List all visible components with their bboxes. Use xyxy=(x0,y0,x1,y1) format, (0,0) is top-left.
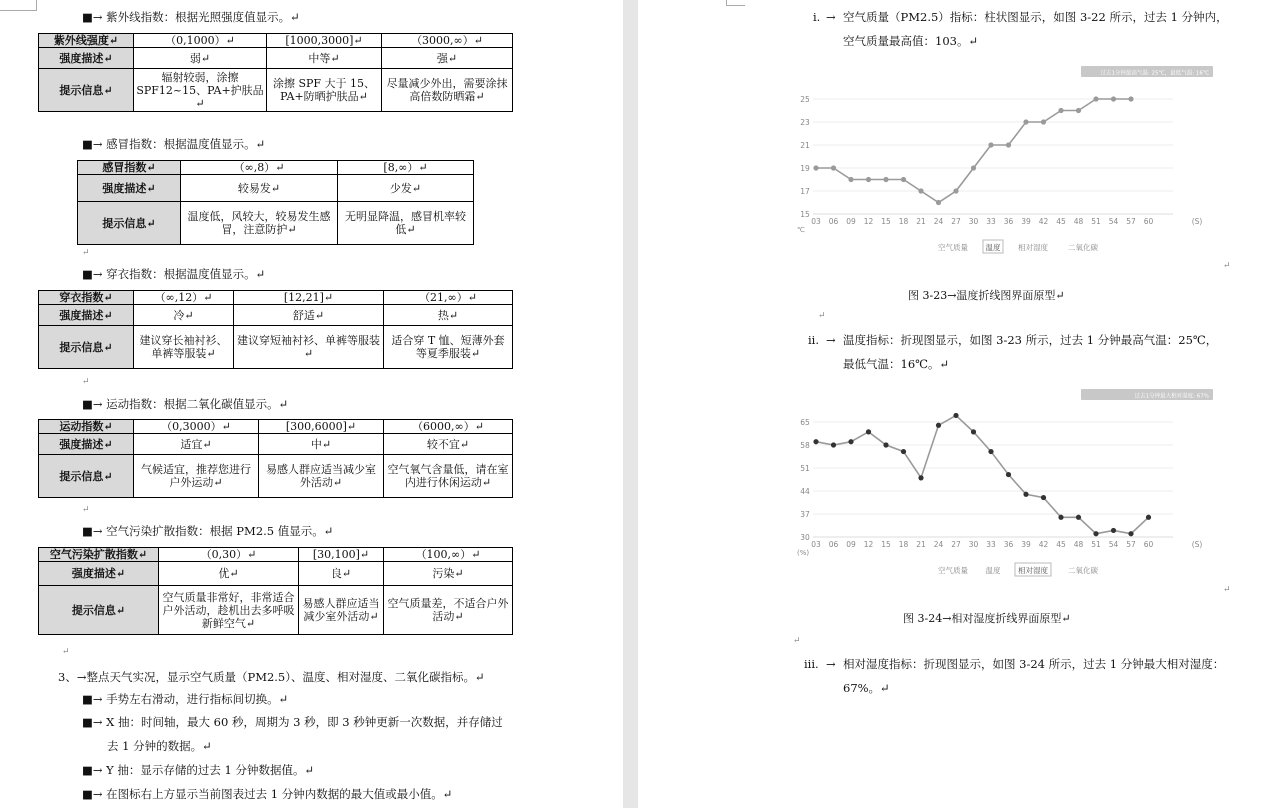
data-point xyxy=(866,177,871,182)
table-cell: 强度描述↵ xyxy=(39,562,159,586)
figure-caption-3-23: 图 3-23→温度折线图界面原型↵ xyxy=(908,289,1065,302)
table-cell: 中↵ xyxy=(259,434,384,455)
table-cell: 少发↵ xyxy=(338,175,474,202)
paragraph-mark: ↵ xyxy=(82,248,90,258)
x-tick-label: 45 xyxy=(1056,217,1066,226)
data-point xyxy=(1146,515,1151,520)
cold-index-table xyxy=(77,160,474,245)
table-cell: 建议穿短袖衬衫、单裤等服装↵ xyxy=(234,326,384,369)
paragraph-mark: ↵ xyxy=(1223,261,1231,271)
data-point xyxy=(848,177,853,182)
x-tick-label: 30 xyxy=(968,540,979,549)
max-min-badge-text: 过去1分钟最高气温: 25℃，最低气温: 16℃ xyxy=(1100,70,1209,77)
table-cell: 舒适↵ xyxy=(234,305,384,326)
data-point xyxy=(1058,108,1063,113)
bullet-pollution: ■→ 空气污染扩散指数：根据 PM2.5 值显示。↵ xyxy=(82,524,334,538)
x-tick-label: 09 xyxy=(846,217,856,226)
data-point xyxy=(1006,142,1011,147)
data-point xyxy=(813,439,818,444)
x-tick-label: 24 xyxy=(933,540,944,549)
bullet-uv: ■→ 紫外线指数：根据光照强度值显示。↵ xyxy=(82,10,300,24)
table-cell: 适合穿 T 恤、短薄外套等夏季服装↵ xyxy=(384,326,513,369)
data-point xyxy=(1111,528,1116,533)
bullet-x-axis-cont: 去 1 分钟的数据。↵ xyxy=(107,739,212,753)
x-tick-label: 57 xyxy=(1126,540,1136,549)
x-tick-label: 03 xyxy=(811,540,821,549)
data-point xyxy=(918,188,923,193)
paragraph-mark: ↵ xyxy=(818,311,826,321)
data-point xyxy=(901,177,906,182)
y-tick-label: 23 xyxy=(800,118,810,127)
data-point xyxy=(831,442,836,447)
pollution-index-table xyxy=(38,547,513,635)
x-tick-label: 27 xyxy=(951,217,961,226)
data-point xyxy=(971,165,976,170)
y-unit-label: (%) xyxy=(797,549,810,557)
table-cell: 强度描述↵ xyxy=(39,305,134,326)
x-tick-label: 54 xyxy=(1108,217,1119,226)
data-point xyxy=(883,177,888,182)
x-tick-label: 60 xyxy=(1143,540,1154,549)
table-cell: 穿衣指数↵ xyxy=(39,291,134,305)
y-tick-label: 37 xyxy=(800,510,810,519)
y-tick-label: 17 xyxy=(800,187,810,196)
x-tick-label: 18 xyxy=(898,217,909,226)
x-tick-label: 18 xyxy=(898,540,909,549)
item-ii-arrow: → xyxy=(826,333,836,347)
table-cell: 冷↵ xyxy=(134,305,234,326)
data-point xyxy=(988,142,993,147)
table-cell: 中等↵ xyxy=(267,48,382,69)
temperature-line-chart xyxy=(793,62,1213,262)
x-tick-label: 45 xyxy=(1056,540,1066,549)
table-cell: 温度低，风较大，较易发生感冒，注意防护↵ xyxy=(181,202,338,245)
data-point xyxy=(848,439,853,444)
y-tick-label: 15 xyxy=(800,210,810,219)
table-cell: （∞,8）↵ xyxy=(181,161,338,175)
x-unit-label: (S) xyxy=(1191,540,1203,549)
data-point xyxy=(1076,108,1081,113)
data-point xyxy=(1023,492,1028,497)
data-point xyxy=(936,423,941,428)
x-tick-label: 48 xyxy=(1073,540,1084,549)
table-cell: 建议穿长袖衬衫、单裤等服装↵ xyxy=(134,326,234,369)
table-cell: （3000,∞）↵ xyxy=(382,34,513,48)
table-cell: 强度描述↵ xyxy=(39,434,134,455)
x-tick-label: 33 xyxy=(986,217,996,226)
humidity-line-chart xyxy=(793,385,1213,585)
table-cell: （21,∞）↵ xyxy=(384,291,513,305)
y-tick-label: 30 xyxy=(800,533,810,542)
table-cell: 提示信息↵ xyxy=(39,326,134,369)
left-page xyxy=(0,0,623,808)
table-cell: 污染↵ xyxy=(384,562,513,586)
table-cell: 空气氧气含量低，请在室内进行休闲运动↵ xyxy=(384,455,513,498)
x-unit-label: (S) xyxy=(1191,217,1203,226)
data-point xyxy=(866,429,871,434)
data-point xyxy=(953,188,958,193)
item-iii-text: 相对湿度指标：折现图显示，如图 3-24 所示，过去 1 分钟最大相对湿度： xyxy=(843,657,1225,671)
x-tick-label: 30 xyxy=(968,217,979,226)
bullet-swipe: ■→ 手势左右滑动，进行指标间切换。↵ xyxy=(82,692,289,706)
chart-tab: 空气质量 xyxy=(938,566,968,575)
y-tick-label: 65 xyxy=(800,418,810,427)
x-tick-label: 12 xyxy=(863,217,874,226)
x-tick-label: 33 xyxy=(986,540,996,549)
table-cell: 弱↵ xyxy=(134,48,267,69)
data-point xyxy=(1058,515,1063,520)
chart-tab: 二氧化碳 xyxy=(1068,566,1098,575)
table-cell: 空气污染扩散指数↵ xyxy=(39,548,159,562)
table-cell: 感冒指数↵ xyxy=(78,161,181,175)
table-cell: [30,100]↵ xyxy=(299,548,384,562)
paragraph-mark: ↵ xyxy=(793,636,801,646)
x-tick-label: 06 xyxy=(828,217,839,226)
data-point xyxy=(883,442,888,447)
data-point xyxy=(1041,119,1046,124)
data-point xyxy=(988,449,993,454)
table-cell: 强↵ xyxy=(382,48,513,69)
right-page xyxy=(638,0,1279,808)
x-tick-label: 03 xyxy=(811,217,821,226)
y-tick-label: 58 xyxy=(800,441,810,450)
table-cell: 紫外线强度↵ xyxy=(39,34,134,48)
x-tick-label: 48 xyxy=(1073,217,1084,226)
item-i-num: i. xyxy=(813,10,821,24)
x-tick-label: 39 xyxy=(1021,217,1031,226)
table-cell: 较易发↵ xyxy=(181,175,338,202)
table-cell: 优↵ xyxy=(159,562,299,586)
chart-tab: 相对湿度 xyxy=(1018,566,1048,575)
x-tick-label: 27 xyxy=(951,540,961,549)
x-tick-label: 15 xyxy=(881,217,891,226)
data-point xyxy=(971,429,976,434)
bullet-x-axis: ■→ X 抽：时间轴，最大 60 秒，周期为 3 秒，即 3 秒钟更新一次数据，并存储过 xyxy=(82,715,503,729)
item-iii-num: iii. xyxy=(804,657,819,671)
item-i-text-2: 空气质量最高值：103。↵ xyxy=(843,34,979,48)
x-tick-label: 09 xyxy=(846,540,856,549)
table-cell: 易感人群应适当减少室外活动↵ xyxy=(299,586,384,635)
bullet-max-min: ■→ 在图标右上方显示当前图表过去 1 分钟内数据的最大值或最小值。↵ xyxy=(82,787,453,801)
table-cell: [12,21]↵ xyxy=(234,291,384,305)
chart-tab: 空气质量 xyxy=(938,243,968,252)
table-cell: 提示信息↵ xyxy=(39,586,159,635)
paragraph-mark: ↵ xyxy=(1223,585,1231,595)
sport-index-table xyxy=(38,419,513,498)
x-tick-label: 12 xyxy=(863,540,874,549)
table-cell: （0,1000）↵ xyxy=(134,34,267,48)
table-cell: 空气质量非常好，非常适合户外活动，趁机出去多呼吸新鲜空气↵ xyxy=(159,586,299,635)
table-cell: 辐射较弱，涂擦 SPF12~15、PA+护肤品↵ xyxy=(134,69,267,112)
table-cell: 较不宜↵ xyxy=(384,434,513,455)
bullet-sport: ■→ 运动指数：根据二氧化碳值显示。↵ xyxy=(82,397,289,411)
table-cell: 适宜↵ xyxy=(134,434,259,455)
x-tick-label: 39 xyxy=(1021,540,1031,549)
uv-index-table xyxy=(38,33,513,112)
x-tick-label: 15 xyxy=(881,540,891,549)
data-point xyxy=(918,475,923,480)
table-cell: 热↵ xyxy=(384,305,513,326)
y-tick-label: 21 xyxy=(800,141,810,150)
y-unit-label: ℃ xyxy=(797,226,805,234)
table-cell: [1000,3000]↵ xyxy=(267,34,382,48)
table-cell: （100,∞）↵ xyxy=(384,548,513,562)
y-tick-label: 51 xyxy=(800,464,810,473)
x-tick-label: 51 xyxy=(1091,217,1101,226)
table-cell: （0,3000）↵ xyxy=(134,420,259,434)
data-point xyxy=(1006,472,1011,477)
y-tick-label: 19 xyxy=(800,164,810,173)
chart-tab: 二氧化碳 xyxy=(1068,243,1098,252)
data-point xyxy=(1111,96,1116,101)
item-i-text: 空气质量（PM2.5）指标：柱状图显示，如图 3-22 所示，过去 1 分钟内， xyxy=(843,10,1228,24)
table-cell: 无明显降温，感冒机率较低↵ xyxy=(338,202,474,245)
data-point xyxy=(1128,96,1133,101)
paragraph-3: 3、→整点天气实况，显示空气质量（PM2.5）、温度、相对湿度、二氧化碳指标。↵ xyxy=(58,670,485,684)
x-tick-label: 60 xyxy=(1143,217,1154,226)
paragraph-mark: ↵ xyxy=(62,647,70,657)
x-tick-label: 36 xyxy=(1003,217,1014,226)
data-point xyxy=(1093,531,1098,536)
data-point xyxy=(1041,495,1046,500)
x-tick-label: 42 xyxy=(1038,217,1049,226)
item-iii-text-2: 67%。↵ xyxy=(843,681,890,695)
table-cell: （0,30）↵ xyxy=(159,548,299,562)
clothing-index-table xyxy=(38,290,513,369)
figure-caption-3-24: 图 3-24→相对湿度折线界面原型↵ xyxy=(903,612,1071,625)
table-cell: 提示信息↵ xyxy=(78,202,181,245)
table-cell: 提示信息↵ xyxy=(39,69,134,112)
chart-tab: 温度 xyxy=(985,243,1001,252)
page-corner-mark xyxy=(726,0,745,6)
table-cell: 提示信息↵ xyxy=(39,455,134,498)
paragraph-mark: ↵ xyxy=(82,505,90,515)
page-corner-mark xyxy=(0,0,37,11)
bullet-y-axis: ■→ Y 抽：显示存储的过去 1 分钟数据值。↵ xyxy=(82,763,315,777)
table-cell: 涂擦 SPF 大于 15、PA+防晒护肤品↵ xyxy=(267,69,382,112)
x-tick-label: 57 xyxy=(1126,217,1136,226)
item-ii-num: ii. xyxy=(808,333,820,347)
x-tick-label: 21 xyxy=(916,540,926,549)
data-point xyxy=(1023,119,1028,124)
x-tick-label: 06 xyxy=(828,540,839,549)
data-point xyxy=(1093,96,1098,101)
table-cell: 易感人群应适当减少室外活动↵ xyxy=(259,455,384,498)
chart-tab: 温度 xyxy=(985,566,1001,575)
table-cell: 气候适宜，推荐您进行户外运动↵ xyxy=(134,455,259,498)
table-cell: [8,∞）↵ xyxy=(338,161,474,175)
series-line xyxy=(816,99,1131,203)
y-tick-label: 44 xyxy=(800,487,810,496)
table-cell: 运动指数↵ xyxy=(39,420,134,434)
item-ii-text: 温度指标：折现图显示，如图 3-23 所示，过去 1 分钟最高气温：25℃， xyxy=(843,333,1218,347)
bullet-cold: ■→ 感冒指数：根据温度值显示。↵ xyxy=(82,137,266,151)
max-min-badge-text: 过去1分钟最大相对湿度: 67% xyxy=(1134,393,1209,400)
x-tick-label: 42 xyxy=(1038,540,1049,549)
table-cell: 强度描述↵ xyxy=(78,175,181,202)
table-cell: [300,6000]↵ xyxy=(259,420,384,434)
data-point xyxy=(831,165,836,170)
table-cell: 良↵ xyxy=(299,562,384,586)
bullet-clothing: ■→ 穿衣指数：根据温度值显示。↵ xyxy=(82,267,266,281)
data-point xyxy=(1076,515,1081,520)
data-point xyxy=(1128,531,1133,536)
item-ii-text-2: 最低气温：16℃。↵ xyxy=(843,357,950,371)
x-tick-label: 24 xyxy=(933,217,944,226)
item-iii-arrow: → xyxy=(826,657,836,671)
chart-tab: 相对湿度 xyxy=(1018,243,1048,252)
data-point xyxy=(901,449,906,454)
x-tick-label: 51 xyxy=(1091,540,1101,549)
item-i-arrow: → xyxy=(826,10,836,24)
x-tick-label: 54 xyxy=(1108,540,1119,549)
table-cell: 强度描述↵ xyxy=(39,48,134,69)
data-point xyxy=(813,165,818,170)
series-line xyxy=(816,415,1149,533)
x-tick-label: 21 xyxy=(916,217,926,226)
table-cell: 空气质量差，不适合户外活动↵ xyxy=(384,586,513,635)
x-tick-label: 36 xyxy=(1003,540,1014,549)
table-cell: 尽量减少外出，需要涂抹高倍数防晒霜↵ xyxy=(382,69,513,112)
data-point xyxy=(936,200,941,205)
data-point xyxy=(953,413,958,418)
table-cell: （6000,∞）↵ xyxy=(384,420,513,434)
y-tick-label: 25 xyxy=(800,95,810,104)
table-cell: （∞,12）↵ xyxy=(134,291,234,305)
paragraph-mark: ↵ xyxy=(82,377,90,387)
